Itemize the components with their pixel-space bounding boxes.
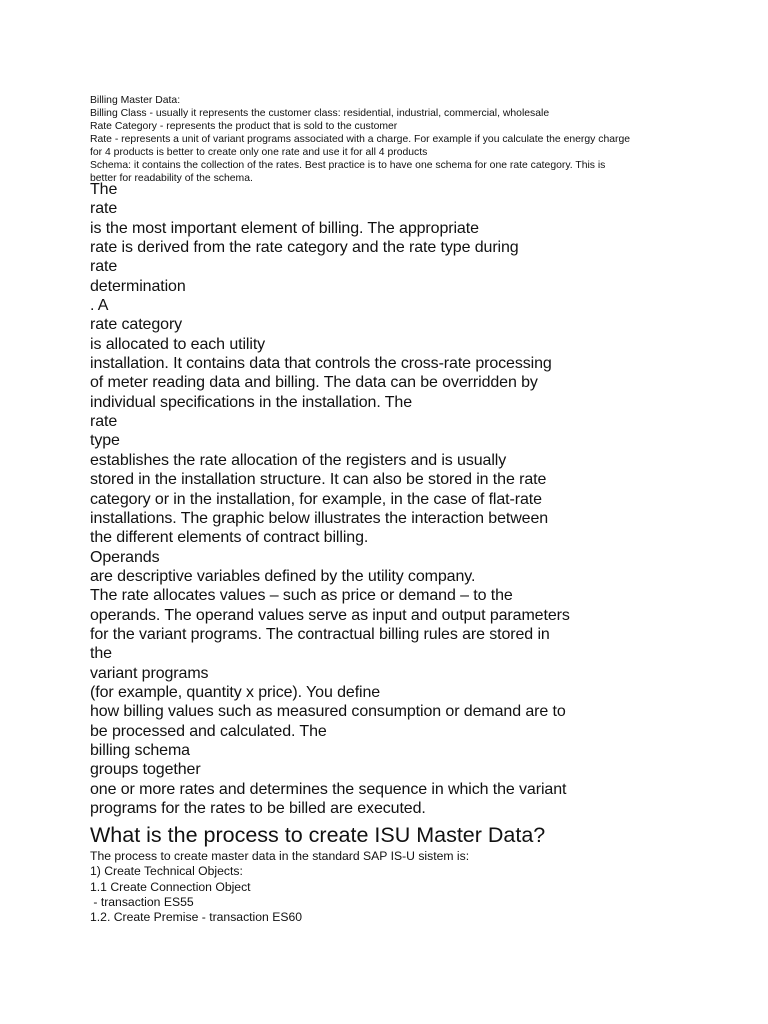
body-line: of meter reading data and billing. The data can be overridden by (90, 374, 538, 392)
body-line: type (90, 432, 120, 450)
body-line: installations. The graphic below illustrates the interaction between (90, 509, 549, 527)
body-line: variant programs (90, 664, 209, 682)
steps-line: 1.2. Create Premise - transaction ES60 (90, 910, 303, 925)
body-line: rate is derived from the rate category and the rate type during (90, 239, 519, 257)
body-line: individual specifications in the installation. The (90, 393, 413, 411)
notes-line: for 4 products is better to create only one rate and use it for all 4 products (90, 147, 428, 158)
body-line: rate (90, 258, 118, 276)
body-line: . A (90, 297, 109, 315)
body-line: (for example, quantity x price). You define (90, 683, 381, 701)
body-line: is allocated to each utility (90, 335, 266, 353)
body-line: category or in the installation, for example, in the case of flat-rate (90, 490, 542, 508)
body-line: stored in the installation structure. It can also be stored in the rate (90, 471, 547, 489)
body-line: groups together (90, 761, 201, 779)
steps-line: The process to create master data in the standard SAP IS-U sistem is: (90, 849, 470, 863)
body-line: one or more rates and determines the sequence in which the variant (90, 780, 567, 798)
body-line: The (90, 181, 118, 198)
section-heading: What is the process to create ISU Master Data? (90, 823, 546, 847)
body-line: installation. It contains data that controls the cross-rate processing (90, 355, 552, 373)
body-line: The rate allocates values – such as price or demand – to the (90, 587, 513, 605)
body-line: rate (90, 413, 118, 431)
notes-line: Billing Class - usually it represents the customer class: residential, industrial, commercial, wholesale (90, 108, 550, 119)
billing-master-data-notes (90, 94, 730, 185)
body-line: the different elements of contract billing. (90, 529, 369, 547)
body-line: establishes the rate allocation of the registers and is usually (90, 451, 507, 469)
body-line: how billing values such as measured consumption or demand are to (90, 703, 566, 721)
steps-line: 1.1 Create Connection Object (90, 879, 251, 894)
process-steps (90, 849, 469, 925)
body-line: rate category (90, 316, 183, 334)
body-line: for the variant programs. The contractual billing rules are stored in (90, 625, 550, 643)
rate-description-body (90, 180, 710, 818)
steps-line: - transaction ES55 (90, 894, 194, 909)
body-line: is the most important element of billing. The appropriate (90, 219, 479, 237)
body-line: rate (90, 200, 118, 218)
body-line: determination (90, 277, 186, 295)
notes-line: Rate - represents a unit of variant programs associated with a charge. For example if you calculate the energy charge (90, 134, 631, 145)
body-line: Operands (90, 548, 160, 566)
body-line: the (90, 645, 112, 663)
body-line: billing schema (90, 741, 190, 759)
notes-line: Rate Category - represents the product that is sold to the customer (90, 121, 398, 132)
body-line: operands. The operand values serve as input and output parameters (90, 606, 570, 624)
steps-line: 1) Create Technical Objects: (90, 864, 243, 879)
notes-line: better for readability of the schema. (90, 173, 253, 184)
body-line: be processed and calculated. The (90, 722, 327, 740)
body-line: are descriptive variables defined by the utility company. (90, 567, 476, 585)
notes-line: Billing Master Data: (90, 95, 181, 106)
body-line: programs for the rates to be billed are executed. (90, 800, 426, 817)
notes-line: Schema: it contains the collection of the rates. Best practice is to have one schema for one rate category. This is (90, 160, 606, 171)
